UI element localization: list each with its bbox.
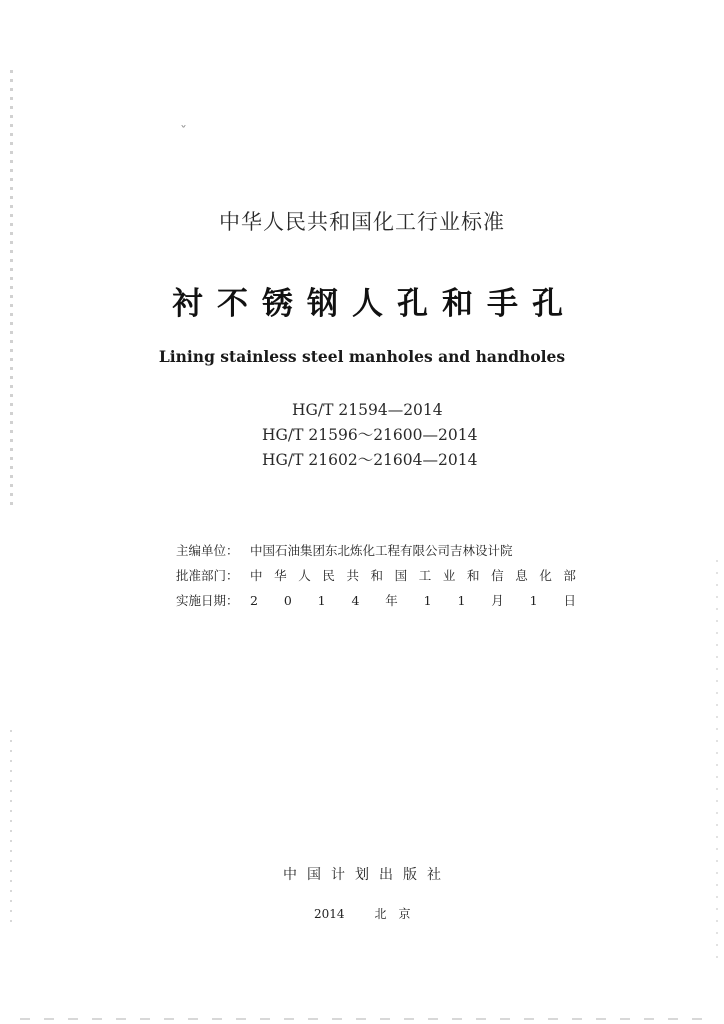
approver-char: 共 bbox=[346, 568, 359, 583]
date-row bbox=[176, 588, 576, 613]
standard-code: HG/T 21594—2014 bbox=[292, 401, 443, 419]
main-title: 衬不锈钢人孔和手孔 bbox=[172, 286, 577, 322]
publication-year: 2014 bbox=[314, 907, 345, 921]
date-value bbox=[250, 588, 576, 613]
publisher-name: 中国计划出版社 bbox=[283, 867, 451, 883]
approver-row bbox=[176, 563, 576, 588]
editor-label: 主编单位： bbox=[176, 543, 239, 558]
standard-code: HG/T 21596～21600—2014 bbox=[262, 426, 478, 444]
scan-border-right bbox=[716, 560, 718, 960]
approver-char: 化 bbox=[539, 568, 552, 583]
editor-value: 中国石油集团东北炼化工程有限公司吉林设计院 bbox=[250, 543, 513, 558]
approver-char: 信 bbox=[491, 568, 504, 583]
approver-char: 业 bbox=[442, 568, 456, 583]
publication-city: 北 京 bbox=[374, 907, 411, 921]
editor-row bbox=[176, 538, 576, 563]
date-char: 1 bbox=[529, 593, 538, 608]
standard-codes bbox=[262, 398, 522, 473]
approver-char: 华 bbox=[274, 568, 287, 583]
date-char: 1 bbox=[423, 593, 432, 608]
approver-value bbox=[250, 563, 576, 588]
date-char: 月 bbox=[491, 593, 504, 608]
scan-border-bottom bbox=[20, 1018, 710, 1020]
approver-char: 和 bbox=[466, 568, 480, 583]
date-char: 2 bbox=[250, 593, 258, 608]
approver-char: 工 bbox=[418, 568, 432, 583]
english-title: Lining stainless steel manholes and handholes bbox=[158, 347, 566, 366]
approver-char: 息 bbox=[515, 568, 528, 583]
date-char: 年 bbox=[385, 593, 398, 608]
date-char: 1 bbox=[457, 593, 466, 608]
publication-place bbox=[314, 905, 441, 922]
scan-border-left bbox=[10, 70, 13, 510]
date-char: 1 bbox=[317, 593, 326, 608]
org-title: 中华人民共和国化工行业标准 bbox=[219, 210, 505, 234]
scan-speck: ˇ bbox=[180, 124, 187, 140]
approver-label: 批准部门： bbox=[176, 568, 239, 583]
date-char: 日 bbox=[563, 593, 576, 608]
approver-char: 部 bbox=[563, 568, 576, 583]
approver-char: 人 bbox=[298, 568, 311, 583]
date-char: 0 bbox=[283, 593, 292, 608]
date-char: 4 bbox=[351, 593, 360, 608]
scan-border-left-lower bbox=[10, 730, 12, 930]
standard-code: HG/T 21602～21604—2014 bbox=[262, 451, 478, 469]
approver-char: 国 bbox=[394, 568, 408, 583]
approver-char: 民 bbox=[322, 568, 335, 583]
publication-meta bbox=[176, 538, 576, 613]
date-label: 实施日期： bbox=[176, 593, 239, 608]
approver-char: 和 bbox=[370, 568, 384, 583]
approver-char: 中 bbox=[250, 568, 263, 583]
